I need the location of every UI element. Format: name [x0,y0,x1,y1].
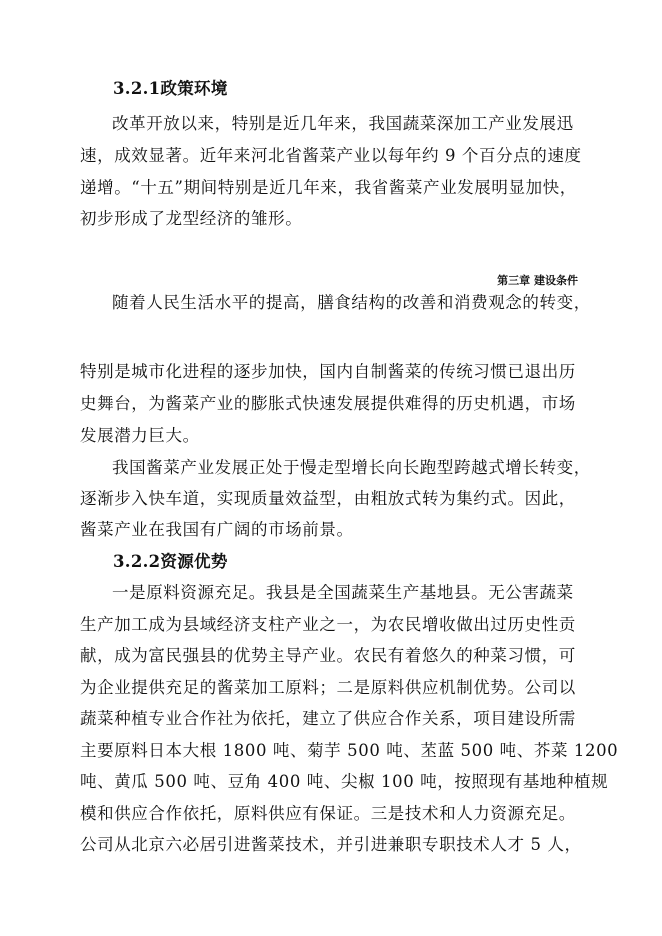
paragraph-line: 为企业提供充足的酱菜加工原料；二是原料供应机制优势。公司以 [80,678,576,697]
paragraph-line: 逐渐步入快车道，实现质量效益型，由粗放式转为集约式。因此， [80,489,576,508]
paragraph-line: 酱菜产业在我国有广阔的市场前景。 [80,520,354,539]
paragraph-line: 生产加工成为县域经济支柱产业之一，为农民增收做出过历史性贡 [80,615,576,634]
paragraph-line: 史舞台，为酱菜产业的膨胀式快速发展提供难得的历史机遇，市场 [80,394,576,413]
paragraph-line: 献，成为富民强县的优势主导产业。农民有着悠久的种菜习惯，可 [80,646,576,665]
paragraph-line: 蔬菜种植专业合作社为依托，建立了供应合作关系，项目建设所需 [80,709,576,728]
paragraph-line: 公司从北京六必居引进酱菜技术，并引进兼职专职技术人才 5 人， [80,835,582,854]
paragraph-line: 一是原料资源充足。我县是全国蔬菜生产基地县。无公害蔬菜 [112,583,574,602]
paragraph-line: 我国酱菜产业发展正处于慢走型增长向长跑型跨越式增长转变， [112,458,591,477]
paragraph-line: 特别是城市化进程的逐步加快，国内自制酱菜的传统习惯已退出历 [80,362,576,381]
section-heading-policy-environment: 3.2.1政策环境 [113,79,228,98]
paragraph-line: 模和供应合作依托，原料供应有保证。三是技术和人力资源充足。 [80,804,576,823]
paragraph-line: 随着人民生活水平的提高，膳食结构的改善和消费观念的转变， [112,293,591,312]
paragraph-line: 速，成效显著。近年来河北省酱菜产业以每年约 9 个百分点的速度 [80,146,582,165]
paragraph-line: 初步形成了龙型经济的雏形。 [80,209,303,228]
paragraph-line: 主要原料日本大根 1800 吨、菊芋 500 吨、苤蓝 500 吨、芥菜 1200 [80,741,619,760]
paragraph-line: 发展潜力巨大。 [80,426,200,445]
paragraph-line: 吨、黄瓜 500 吨、豆角 400 吨、尖椒 100 吨，按照现有基地种植规 [80,772,609,791]
section-heading-resource-advantage: 3.2.2资源优势 [113,552,228,571]
paragraph-line: 改革开放以来，特别是近几年来，我国蔬菜深加工产业发展迅 [112,114,574,133]
running-header: 第三章 建设条件 [497,274,578,287]
paragraph-line: 递增。“十五”期间特别是近几年来，我省酱菜产业发展明显加快， [80,178,577,197]
